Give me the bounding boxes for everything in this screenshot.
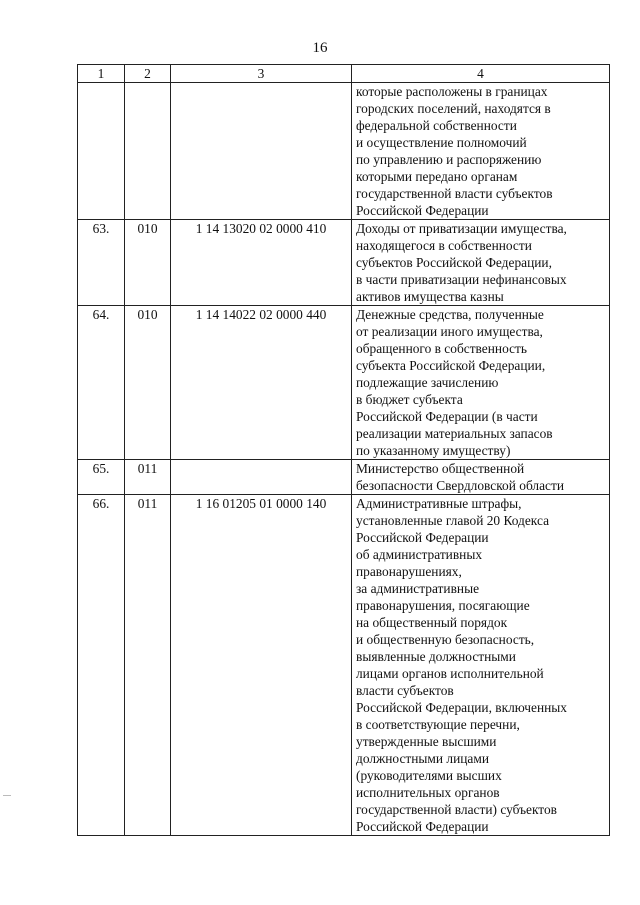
budget-classification-code [171, 83, 352, 220]
table-row [78, 495, 610, 836]
revenue-name: Денежные средства, полученные от реализации иного имущества, обращенного в собственность субъекта Российской Федерации, подлежащие зачислению в бюджет субъекта Российской Федерации (в части реализации материальных запасов по указанному имуществу) [352, 306, 610, 460]
row-number: 65. [78, 460, 125, 495]
budget-classification-code [171, 460, 352, 495]
revenue-name: Министерство общественной безопасности Свердловской области [352, 460, 610, 495]
admin-code: 010 [125, 306, 171, 460]
budget-classification-code: 1 14 13020 02 0000 410 [171, 220, 352, 306]
row-number [78, 83, 125, 220]
budget-classification-code: 1 16 01205 01 0000 140 [171, 495, 352, 836]
page-number: 16 [312, 40, 328, 56]
budget-classification-code: 1 14 14022 02 0000 440 [171, 306, 352, 460]
admin-code: 011 [125, 460, 171, 495]
row-number: 64. [78, 306, 125, 460]
column-header-3: 3 [171, 65, 352, 83]
column-header-2: 2 [125, 65, 171, 83]
table-row [78, 220, 610, 306]
admin-code: 011 [125, 495, 171, 836]
column-header-4: 4 [352, 65, 610, 83]
revenue-name: которые расположены в границах городских поселений, находятся в федеральной собственности и осуществление полномочий по управлению и распоряжению которыми передано органам государственной власти субъектов Российской Федерации [352, 83, 610, 220]
revenue-table [77, 64, 610, 836]
row-number: 63. [78, 220, 125, 306]
admin-code [125, 83, 171, 220]
table-row [78, 306, 610, 460]
admin-code: 010 [125, 220, 171, 306]
column-header-1: 1 [78, 65, 125, 83]
row-number: 66. [78, 495, 125, 836]
table-row [78, 460, 610, 495]
table-row [78, 83, 610, 220]
revenue-name: Доходы от приватизации имущества, находящегося в собственности субъектов Российской Федерации, в части приватизации нефинансовых активов имущества казны [352, 220, 610, 306]
revenue-name: Административные штрафы, установленные главой 20 Кодекса Российской Федерации об административных правонарушениях, за административные правонарушения, посягающие на общественный порядок и общественную безопасность, выявленные должностными лицами органов исполнительной власти субъектов Российской Федерации, включенных в соответствующие перечни, утвержденные высшими должностными лицами (руководителями высших исполнительных органов государственной власти) субъектов Российской Федерации [352, 495, 610, 836]
scan-artifact [3, 795, 11, 796]
table-header-row [78, 65, 610, 83]
